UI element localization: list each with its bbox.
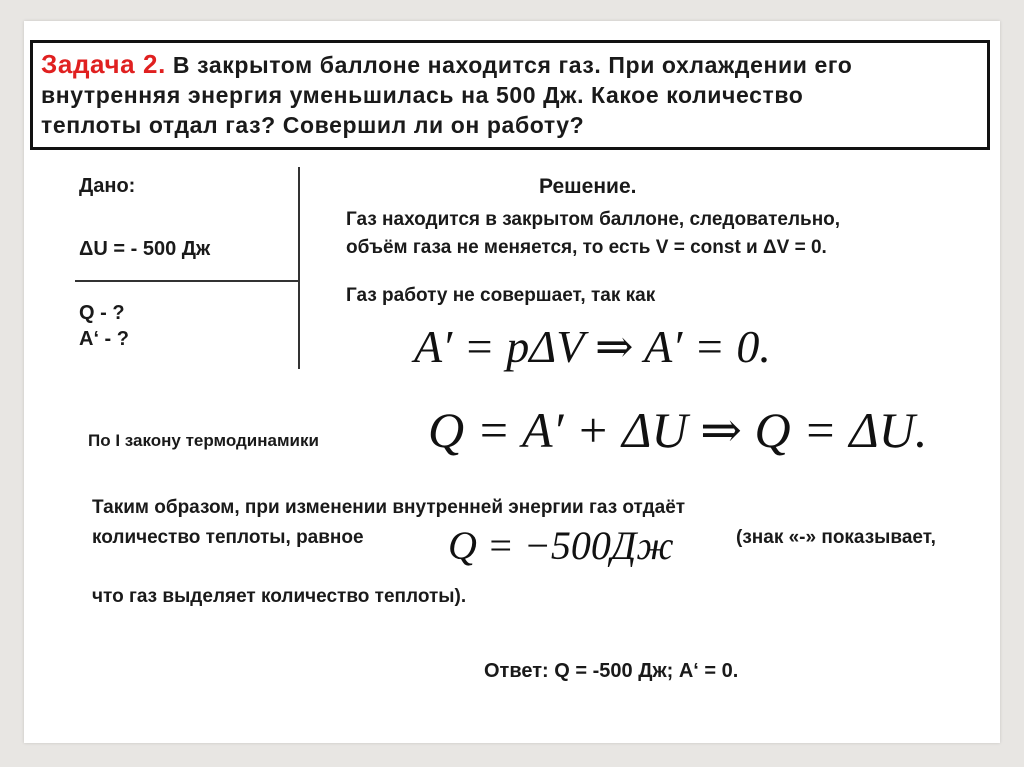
conclusion-line-2: количество теплоты, равное bbox=[92, 527, 364, 548]
law-label: По I закону термодинамики bbox=[88, 431, 319, 450]
find-a: A‘ - ? bbox=[79, 328, 129, 350]
work-formula: A′ = pΔV ⇒ A′ = 0. bbox=[414, 321, 771, 372]
solution-title: Решение. bbox=[539, 175, 637, 198]
first-law-formula: Q = A′ + ΔU ⇒ Q = ΔU. bbox=[428, 402, 928, 458]
given-divider bbox=[75, 280, 299, 282]
conclusion-line-1: Таким образом, при изменении внутренней энергии газ отдаёт bbox=[92, 497, 686, 518]
task-line-3: теплоты отдал газ? Совершил ли он работу? bbox=[41, 112, 585, 138]
heat-formula: Q = −500Дж bbox=[448, 523, 674, 568]
task-text-1: В закрытом баллоне находится газ. При охлаждении его bbox=[165, 52, 853, 78]
solution-line-2: объём газа не меняется, то есть V = const и ΔV = 0. bbox=[346, 237, 827, 258]
find-q: Q - ? bbox=[79, 302, 125, 324]
given-label: Дано: bbox=[79, 175, 136, 197]
task-label: Задача 2. bbox=[41, 49, 166, 79]
conclusion-line-3: что газ выделяет количество теплоты). bbox=[92, 586, 467, 607]
solution-line-1: Газ находится в закрытом баллоне, следовательно, bbox=[346, 209, 841, 230]
slide bbox=[24, 21, 1000, 743]
task-box bbox=[30, 40, 990, 150]
given-solution-divider bbox=[298, 167, 300, 369]
answer: Ответ: Q = -500 Дж; A‘ = 0. bbox=[484, 660, 739, 682]
task-line-1 bbox=[41, 49, 987, 80]
conclusion-note: (знак «-» показывает, bbox=[736, 527, 936, 548]
solution-line-3: Газ работу не совершает, так как bbox=[346, 285, 656, 306]
task-line-2: внутренняя энергия уменьшилась на 500 Дж. Какое количество bbox=[41, 82, 804, 108]
given-value: ΔU = - 500 Дж bbox=[79, 238, 211, 260]
